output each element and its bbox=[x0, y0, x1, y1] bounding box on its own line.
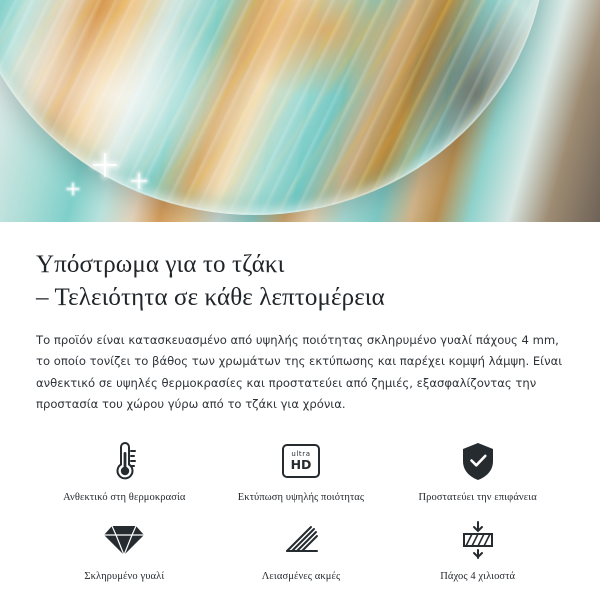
hero-image bbox=[0, 0, 600, 222]
page-title-line-2: – Τελειότητα σε κάθε λεπτομέρεια bbox=[36, 284, 385, 311]
ultra-hd-icon bbox=[282, 438, 320, 484]
feature-label: Λειασμένες ακμές bbox=[261, 570, 341, 582]
polished-edges-icon bbox=[281, 517, 321, 563]
page-title bbox=[36, 248, 566, 314]
feature-label: Πάχος 4 χιλιοστά bbox=[440, 570, 516, 582]
ultra-hd-badge-bottom: HD bbox=[290, 456, 312, 472]
page-title-line-1: Υπόστρωμα για το τζάκι bbox=[36, 251, 285, 278]
content-area bbox=[0, 222, 600, 582]
feature-grid bbox=[36, 438, 566, 582]
description-paragraph: Το προϊόν είναι κατασκευασμένο από υψηλής ποιότητας σκληρυμένο γυαλί πάχους 4 mm, το οποίο τονίζει το βάθος των χρωμάτων της εκτύπωσης και παρέχει κομψή λάμψη. Είναι ανθεκτικό σε υψηλές θερμοκρασίες και προστατεύει από ζημιές, εξασφαλίζοντας την προστασία του χώρου γύρω από το τζάκι για χρόνια. bbox=[36, 333, 563, 412]
feature-item-surface-protection bbox=[389, 438, 566, 503]
feature-item-thickness bbox=[389, 517, 566, 582]
thermometer-icon bbox=[104, 438, 144, 484]
feature-item-polished-edges bbox=[213, 517, 390, 582]
ultra-hd-badge-top: ultra bbox=[291, 449, 311, 458]
shield-check-icon bbox=[457, 438, 499, 484]
diamond-icon bbox=[102, 517, 146, 563]
feature-item-print-quality bbox=[213, 438, 390, 503]
thickness-arrows-icon bbox=[456, 517, 500, 563]
feature-label: Εκτύπωση υψηλής ποιότητας bbox=[237, 491, 365, 503]
feature-label: Προστατεύει την επιφάνεια bbox=[418, 491, 537, 503]
feature-label: Σκληρυμένο γυαλί bbox=[84, 570, 165, 582]
feature-item-heat-resistant bbox=[36, 438, 213, 503]
feature-item-tempered-glass bbox=[36, 517, 213, 582]
feature-label: Ανθεκτικό στη θερμοκρασία bbox=[63, 491, 186, 503]
glass-plate-product-photo bbox=[0, 0, 546, 215]
